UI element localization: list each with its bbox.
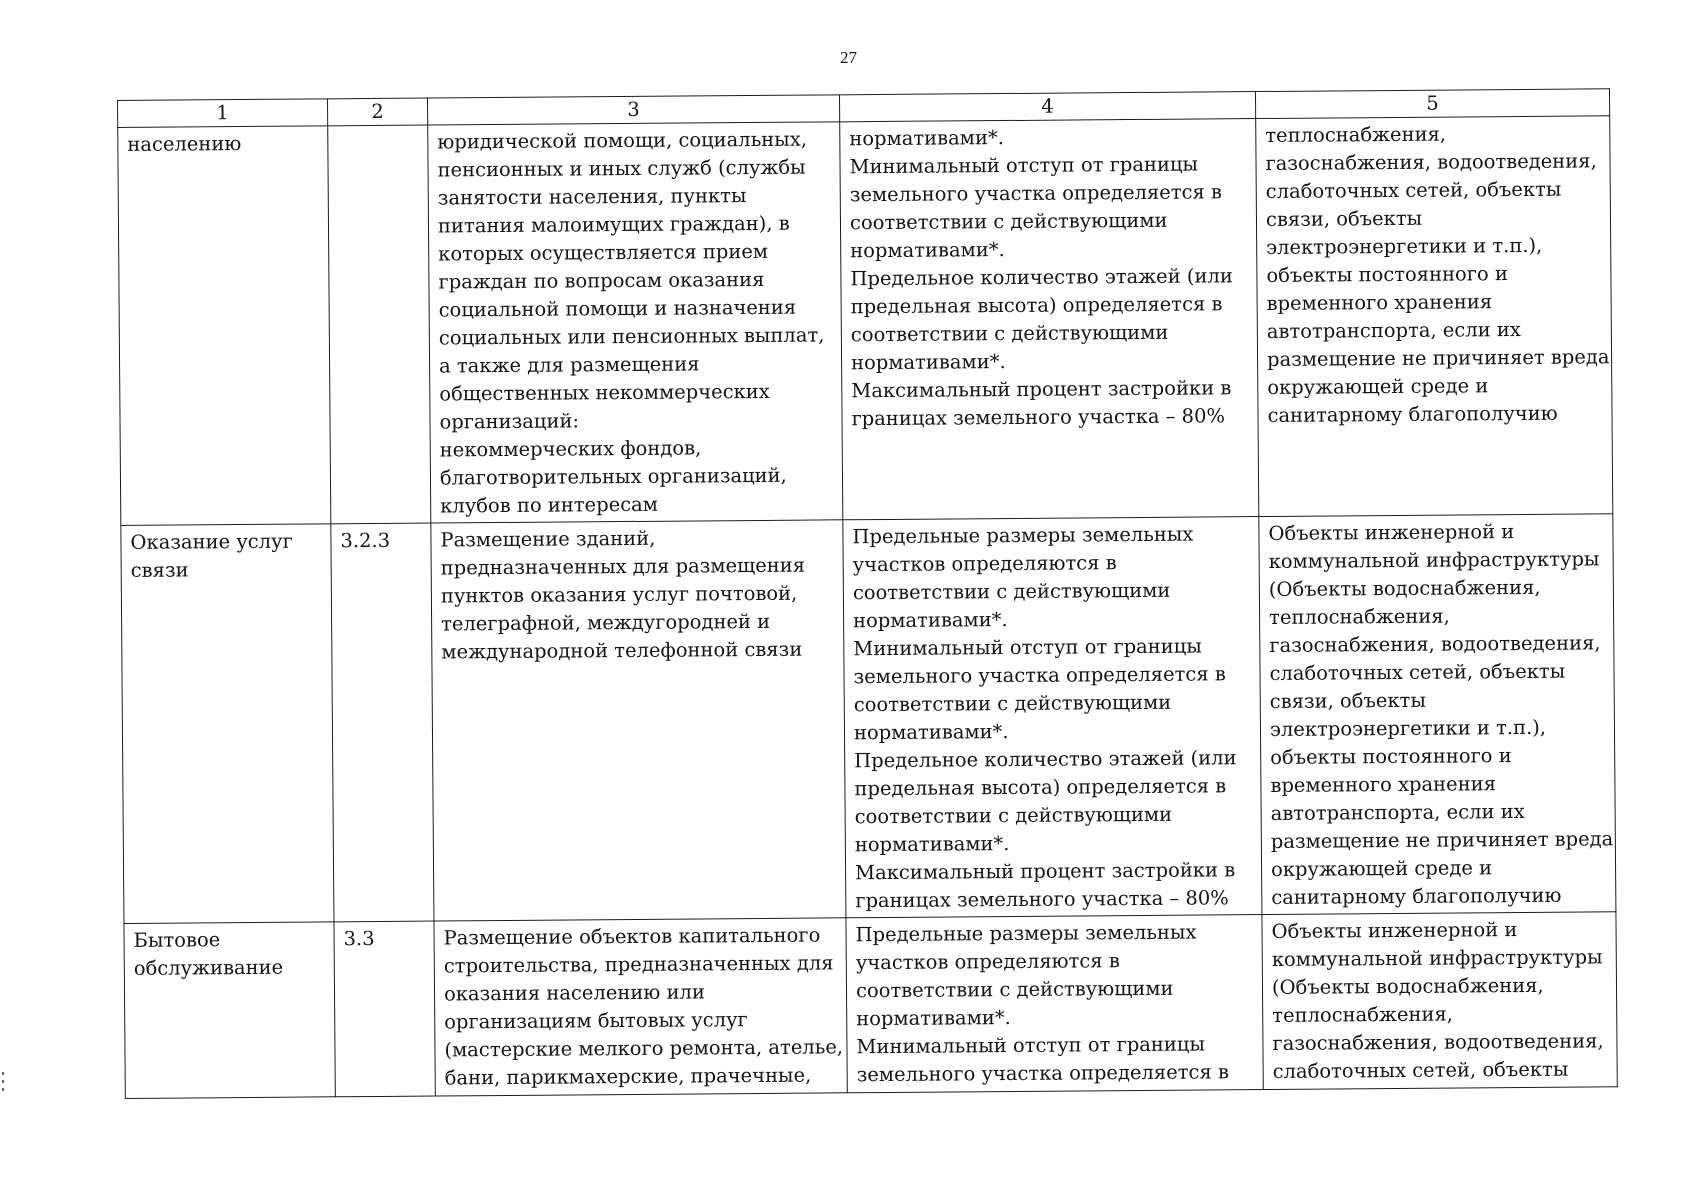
header-cell-5: 5: [1255, 89, 1609, 119]
cell-text-line: (мастерские мелкого ремонта, ателье,: [444, 1035, 844, 1062]
header-cell-2: 2: [327, 98, 427, 126]
cell-description: [431, 520, 846, 921]
header-cell-3: 3: [427, 95, 839, 125]
cell-text-line: организаций:: [439, 409, 580, 434]
cell-text-line: общественных некоммерческих: [439, 379, 770, 406]
cell-text-line: Минимальный отступ от границы: [856, 1032, 1206, 1059]
cell-text-line: оказания населению или: [443, 980, 705, 1006]
cell-text-line: которых осуществляется прием: [438, 239, 769, 266]
cell-text-line: предельная высота) определяется в: [854, 774, 1227, 801]
cell-text-line: благотворительных организаций,: [439, 463, 787, 490]
cell-text-line: 3.3: [343, 927, 375, 951]
cell-text-line: нормативами*.: [849, 126, 1004, 151]
cell-text-line: Объекты инженерной и: [1271, 918, 1518, 943]
scan-mark: [2, 1088, 4, 1091]
regulations-table: [117, 88, 1618, 1099]
cell-text-line: границах земельного участка – 80%: [851, 404, 1226, 431]
cell-text-line: пунктов оказания услуг почтовой,: [440, 581, 798, 608]
cell-text-line: газоснабжения, водоотведения,: [1272, 1029, 1604, 1055]
cell-text-line: размещение не причиняет вреда: [1270, 827, 1614, 853]
header-cell-4: 4: [839, 92, 1255, 122]
cell-use-name: [118, 126, 331, 526]
cell-text-line: соответствии с действующими: [852, 578, 1171, 605]
cell-text-line: коммунальной инфраструктуры: [1271, 945, 1603, 971]
cell-text-line: нормативами*.: [854, 832, 1010, 857]
cell-text-line: границах земельного участка – 80%: [855, 886, 1229, 913]
cell-text-line: организациям бытовых услуг: [444, 1008, 748, 1034]
cell-text-line: слаботочных сетей, объекты: [1269, 659, 1566, 685]
table-row: [124, 912, 1617, 1099]
cell-text-line: санитарному благополучию: [1271, 883, 1562, 909]
cell-text-line: участков определяются в: [855, 949, 1120, 975]
cell-use-name: [121, 524, 334, 924]
cell-text-line: электроэнергетики и т.п.),: [1269, 715, 1547, 741]
cell-text-line: объекты постоянного и: [1270, 744, 1512, 769]
cell-text-line: Минимальный отступ от границы: [849, 152, 1199, 179]
cell-text-line: Объекты инженерной и: [1268, 520, 1515, 545]
cell-text-line: окружающей среде и: [1270, 856, 1493, 881]
cell-text-line: соответствии с действующими: [853, 690, 1172, 717]
cell-text-line: теплоснабжения,: [1265, 122, 1447, 147]
cell-text-line: (Объекты водоснабжения,: [1271, 973, 1544, 999]
cell-text-line: земельного участка определяется в: [856, 1060, 1229, 1087]
cell-text-line: земельного участка определяется в: [849, 180, 1223, 207]
cell-text-line: соответствии с действующими: [854, 802, 1173, 829]
cell-text-line: Минимальный отступ от границы: [853, 634, 1202, 661]
cell-text-line: питания малоимущих граждан), в: [437, 211, 790, 238]
cell-text-line: газоснабжения, водоотведения,: [1269, 631, 1601, 657]
cell-text-line: обслуживание: [133, 955, 284, 980]
cell-text-line: Бытовое: [133, 928, 221, 952]
cell-text-line: санитарному благополучию: [1267, 401, 1558, 427]
cell-text-line: временного хранения: [1266, 290, 1493, 315]
cell-code: [331, 523, 434, 922]
cell-auxiliary-uses: [1262, 912, 1617, 1090]
header-cell-1: 1: [118, 99, 328, 128]
cell-auxiliary-uses: [1256, 116, 1613, 517]
cell-text-line: нормативами*.: [856, 1006, 1011, 1031]
cell-parameters: [840, 119, 1259, 520]
cell-text-line: теплоснабжения,: [1269, 604, 1450, 629]
cell-text-line: предельная высота) определяется в: [850, 292, 1223, 319]
cell-text-line: Оказание услуг: [130, 529, 293, 554]
cell-text-line: связи: [130, 558, 189, 582]
cell-text-line: пенсионных и иных служб (службы: [437, 155, 806, 182]
cell-text-line: нормативами*.: [853, 608, 1008, 633]
cell-parameters: [843, 517, 1262, 918]
scan-mark: [2, 1072, 4, 1075]
cell-text-line: слаботочных сетей, объекты: [1265, 177, 1562, 203]
cell-text-line: телеграфной, междугородней и: [441, 609, 771, 636]
cell-text-line: связи, объекты: [1265, 206, 1423, 231]
cell-text-line: автотранспорта, если их: [1266, 317, 1521, 343]
table-row: [121, 514, 1616, 924]
cell-text-line: участков определяются в: [852, 551, 1117, 577]
cell-code: [328, 125, 431, 524]
cell-text-line: занятости населения, пункты: [437, 184, 747, 210]
cell-text-line: соответствии с действующими: [855, 976, 1174, 1003]
scan-mark: [2, 1080, 4, 1083]
cell-text-line: нормативами*.: [850, 238, 1005, 263]
cell-text-line: земельного участка определяется в: [853, 662, 1226, 689]
cell-text-line: (Объекты водоснабжения,: [1268, 575, 1541, 601]
cell-code: [334, 921, 435, 1097]
cell-text-line: связи, объекты: [1269, 688, 1427, 713]
cell-text-line: международной телефонной связи: [441, 637, 803, 664]
cell-text-line: нормативами*.: [853, 720, 1009, 745]
cell-text-line: Предельные размеры земельных: [855, 920, 1197, 947]
cell-text-line: строительства, предназначенных для: [443, 951, 834, 978]
cell-text-line: бани, парикмахерские, прачечные,: [444, 1063, 812, 1090]
cell-text-line: социальных или пенсионных выплат,: [438, 323, 825, 350]
cell-text-line: автотранспорта, если их: [1270, 799, 1525, 825]
cell-text-line: теплоснабжения,: [1272, 1002, 1454, 1027]
cell-description: [434, 918, 847, 1096]
cell-text-line: временного хранения: [1270, 772, 1497, 797]
cell-description: [428, 122, 843, 523]
cell-text-line: Размещение объектов капитального: [443, 923, 821, 950]
cell-text-line: Размещение зданий,: [440, 526, 656, 552]
cell-text-line: граждан по вопросам оказания: [438, 267, 765, 294]
cell-text-line: клубов по интересам: [440, 492, 658, 518]
cell-text-line: газоснабжения, водоотведения,: [1265, 149, 1597, 175]
cell-text-line: Предельное количество этажей (или: [850, 264, 1233, 291]
cell-text-line: социальной помощи и назначения: [438, 295, 797, 322]
cell-text-line: соответствии с действующими: [849, 208, 1168, 235]
cell-parameters: [846, 915, 1263, 1093]
cell-text-line: некоммерческих фондов,: [439, 436, 702, 462]
page-number: 27: [840, 48, 857, 67]
cell-text-line: населению: [127, 132, 242, 156]
cell-use-name: [124, 922, 335, 1099]
cell-text-line: слаботочных сетей, объекты: [1272, 1057, 1569, 1083]
cell-auxiliary-uses: [1259, 514, 1616, 915]
cell-text-line: юридической помощи, социальных,: [437, 127, 808, 154]
table-body: [118, 116, 1618, 1099]
cell-text-line: Максимальный процент застройки в: [851, 376, 1232, 403]
cell-text-line: Предельные размеры земельных: [852, 522, 1194, 549]
cell-text-line: размещение не причиняет вреда: [1266, 345, 1610, 371]
cell-text-line: 3.2.3: [340, 528, 391, 553]
cell-text-line: [337, 129, 418, 130]
cell-text-line: Максимальный процент застройки в: [855, 858, 1236, 885]
cell-text-line: электроэнергетики и т.п.),: [1266, 233, 1543, 259]
cell-text-line: соответствии с действующими: [850, 320, 1169, 347]
cell-text-line: объекты постоянного и: [1266, 262, 1508, 287]
cell-text-line: окружающей среде и: [1267, 374, 1489, 399]
cell-text-line: предназначенных для размещения: [440, 553, 806, 580]
cell-text-line: коммунальной инфраструктуры: [1268, 547, 1600, 573]
cell-text-line: а также для размещения: [439, 352, 700, 378]
cell-text-line: нормативами*.: [850, 350, 1006, 375]
cell-text-line: Предельное количество этажей (или: [854, 746, 1237, 773]
table-row: [118, 116, 1613, 526]
